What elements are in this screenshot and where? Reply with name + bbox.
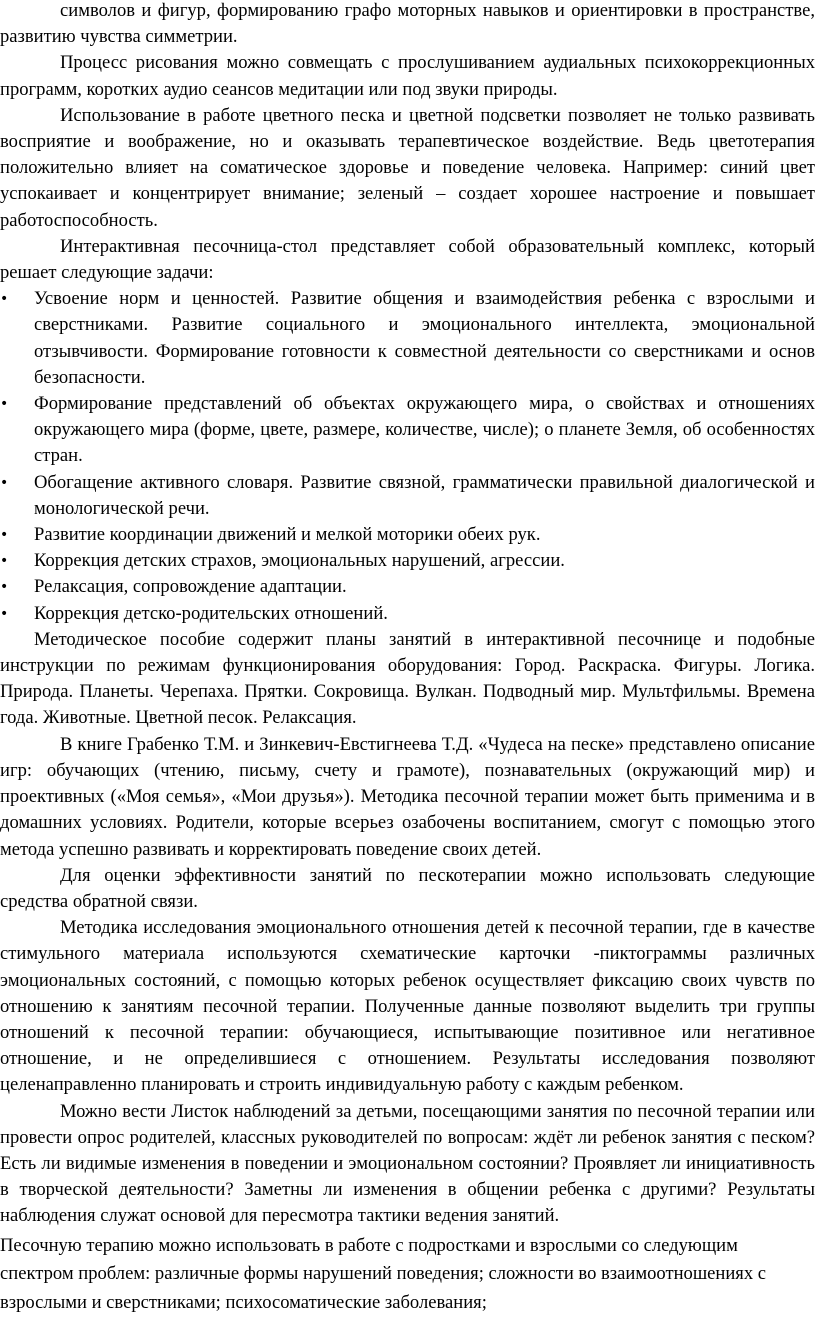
list-item: • Формирование представлений об объектах окружающего мира, о свойствах и отношениях окружающего мира (форме, цвете, размере, количестве, числе); о планете Земля, об особенностях стран. — [0, 393, 815, 467]
paragraph-color-sand: Использование в работе цветного песка и цветной подсветки позволяет не только развивать восприятие и воображение, но и оказывать терапевтическое воздействие. Ведь цветотерапия положительно влияет на соматическое здоровье и поведение человека. Например: синий цвет успокаивает и концентрирует внимание; зеленый – создает хорошее настроение и повышает работоспособность. — [0, 104, 815, 231]
paragraph-research-method: Методика исследования эмоционального отношения детей к песочной терапии, где в качестве стимульного материала используются схематические карточки -пиктограммы различных эмоциональных состояний, с помощью которых ребенок осуществляет фиксацию своих чувств по отношению к занятиям песочной терапии. Полученные данные позволяют выделить три группы отношений к песочной терапии: обучающиеся, испытывающие позитивное или негативное отношение, и не определившиеся с отношением. Результаты исследования позволяют целенаправленно планировать и строить индивидуальную работу с каждым ребенком. — [0, 917, 815, 1096]
list-item: • Усвоение норм и ценностей. Развитие общения и взаимодействия ребенка с взрослыми и сверстниками. Развитие социального и эмоционального интеллекта, эмоциональной отзывчивости. Формирование готовности к совместной деятельности со сверстниками и основ безопасности. — [0, 288, 815, 388]
bullet-icon: • — [0, 553, 9, 570]
paragraph-feedback: Для оценки эффективности занятий по пескотерапии можно использовать следующие средства обратной связи. — [0, 864, 815, 912]
bullet-icon: • — [0, 527, 9, 544]
tasks-list — [0, 286, 816, 627]
bullet-icon: • — [0, 291, 9, 308]
paragraph-continuation: символов и фигур, формированию графо моторных навыков и ориентировки в пространстве, развитию чувства симметрии. — [0, 0, 815, 48]
list-item: • Обогащение активного словаря. Развитие связной, грамматически правильной диалогической и монологической речи. — [0, 471, 815, 519]
bullet-icon: • — [0, 605, 9, 622]
list-item: • Релаксация, сопровождение адаптации. — [0, 574, 815, 600]
paragraph-sandbox-intro: Интерактивная песочница-стол представляет собой образовательный комплекс, который решает следующие задачи: — [0, 235, 815, 284]
paragraph-methodical-guide: Методическое пособие содержит планы занятий в интерактивной песочнице и подобные инструкции по режимам функционирования оборудования: Город. Раскраска. Фигуры. Логика. Природа. Планеты. Черепаха. Прятки. Сокровища. Вулкан. Подводный мир. Мультфильмы. Времена года. Животные. Цветной песок. Релаксация. — [0, 628, 815, 729]
paragraph-drawing-process: Процесс рисования можно совмещать с прослушиванием аудиальных психокоррекционных программ, коротких аудио сеансов медитации или под звуки природы. — [0, 52, 815, 100]
list-item: • Коррекция детско-родительских отношений. — [0, 601, 815, 627]
bullet-icon: • — [0, 579, 9, 596]
bullet-icon: • — [0, 474, 9, 491]
paragraph-book-reference: В книге Грабенко Т.М. и Зинкевич-Евстигнеева Т.Д. «Чудеса на песке» представлено описание игр: обучающих (чтению, письму, счету и грамоте), познавательных (окружающий мир) и проективных («Моя семья», «Мои друзья»). Методика песочной терапии может быть применима и в домашних условиях. Родители, которые всерьез озабочены воспитанием, смогут с помощью этого метода успешно развивать и корректировать поведение своих детей. — [0, 733, 815, 860]
paragraph-closing: Песочную терапию можно использовать в работе с подростками и взрослыми со следующим спектром проблем: различные формы нарушений поведения; сложности во взаимоотношениях с взрослыми и сверстниками; психосоматические заболевания; — [0, 1234, 767, 1313]
list-item: • Коррекция детских страхов, эмоциональных нарушений, агрессии. — [0, 548, 815, 574]
paragraph-observation-sheet: Можно вести Листок наблюдений за детьми, посещающими занятия по песочной терапии или провести опрос родителей, классных руководителей по вопросам: ждёт ли ребенок занятия с песком? Есть ли видимые изменения в поведении и эмоциональном состоянии? Проявляет ли инициативность в творческой деятельности? Заметны ли изменения в общении ребенка с другими? Результаты наблюдения служат основой для пересмотра тактики ведения занятий. — [0, 1100, 815, 1227]
list-item: • Развитие координации движений и мелкой моторики обеих рук. — [0, 522, 815, 548]
bullet-icon: • — [0, 396, 9, 413]
